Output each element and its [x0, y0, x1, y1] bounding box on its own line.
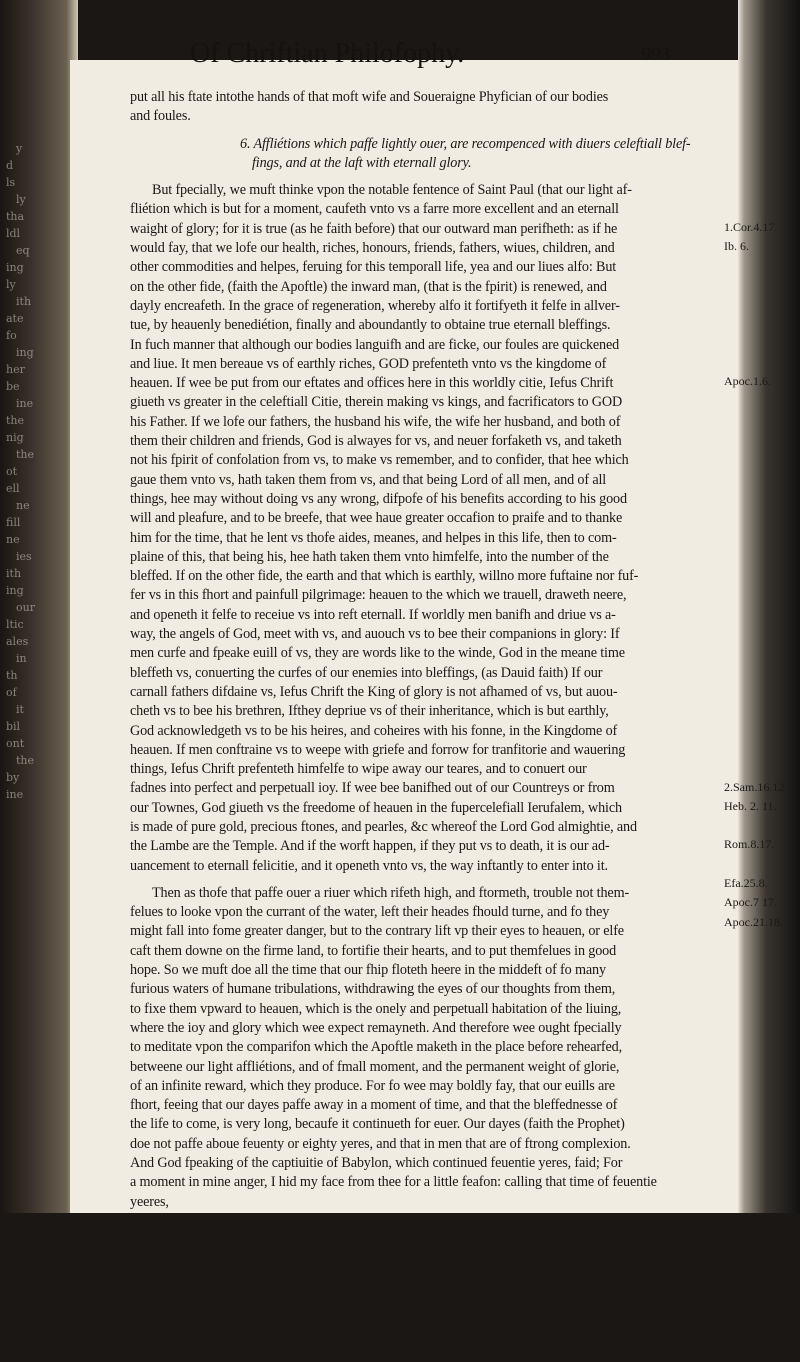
text-line: on the other fide, (faith the Apoftle) the inward man, (that is the fpirit) is renewed, and [130, 278, 607, 295]
bleed-fragment: ls [6, 176, 16, 189]
bleed-fragment: ine [16, 397, 34, 410]
text-line: uancement to eternall felicitie, and it openeth vnto vs, the way inftantly to enter into it. [130, 857, 608, 874]
bleed-fragment: ne [16, 499, 30, 512]
text-line: would fay, that we lofe our health, riches, honours, friends, fathers, wiues, children, and [130, 240, 615, 257]
bleed-fragment: ldl [6, 227, 21, 240]
bleed-fragment: ing [16, 346, 34, 359]
text-line: felues to looke vpon the currant of the water, left their heades fhould turne, and fo they [130, 904, 610, 921]
page-number: 993 [641, 44, 670, 65]
text-line: dayly encreafeth. In the grace of regeneration, whereby alfo it fortifyeth it felfe in allver- [130, 297, 620, 314]
margin-note: Ib. 6. [724, 239, 749, 254]
text-line: doe not paffe aboue feuenty or eighty yeres, and that in men that are of ftrong complexion. [130, 1135, 631, 1152]
text-line: way, the angels of God, meet with vs, and auouch vs to bee their companions in glory: If [130, 626, 620, 643]
bleed-fragment: ies [16, 550, 32, 563]
paragraph-gap [130, 173, 720, 181]
text-line: to meditate vpon the comparifon which the Apoftle maketh in the place before rehearfed, [130, 1039, 622, 1056]
page-header [70, 38, 750, 78]
paragraph-gap [130, 127, 720, 135]
text-line: carnall fathers difdaine vs, Iefus Chrift the King of glory is not afhamed of vs, but auou- [130, 683, 618, 700]
text-line: God acknowledgeth vs to be his heires, and coheires with his fonne, in the Kingdome of [130, 722, 618, 739]
text-line: gaue them vnto vs, hath taken them from vs, and that being Lord of all men, and of all [130, 471, 607, 488]
text-line: fadnes into perfect and perpetuall ioy. If wee bee banifhed out of our Countreys or from [130, 780, 615, 797]
text-line: things, hee may without doing vs any wrong, difpofe of his benefits according to his good [130, 490, 627, 507]
text-line: might fall into fome greater danger, but to the contrary lift vp their eyes to heauen, or elfe [130, 923, 624, 940]
facing-page-bleed-through [0, 0, 58, 1353]
paragraph [130, 181, 720, 876]
bleed-fragment: her [6, 363, 25, 376]
text-line: tue, by heauenly benediétion, finally and aboundantly to obtaine true eternall bleffings. [130, 317, 611, 334]
bleed-fragment: tha [6, 210, 25, 223]
text-line: fer vs in this fhort and painfull pilgrimage: heauen to the which we trauell, draweth neere, [130, 587, 627, 604]
text-line: In fuch manner that although our bodies languifh and are ficke, our foules are quickened [130, 336, 620, 353]
bleed-fragment: ing [6, 261, 24, 274]
text-line: furious waters of humane tribulations, withdrawing the eyes of our thoughts from them, [130, 981, 616, 998]
bleed-fragment: ont [6, 737, 25, 750]
margin-note: Apoc.7 17. [724, 895, 777, 910]
text-line: bleffed. If on the other fide, the earth and that which is earthly, willno more fuftaine nor fuf- [130, 568, 639, 585]
text-line: the life to come, is very long, becaufe it continueth for euer. Our dayes (faith the Prophet) [130, 1116, 625, 1133]
margin-note: Apoc.21.18. [724, 914, 783, 929]
bleed-fragment: fo [6, 329, 17, 342]
margin-note: 1.Cor.4.17. [724, 219, 778, 234]
bleed-fragment: ing [6, 584, 24, 597]
bleed-fragment: the [16, 754, 35, 767]
paragraph [130, 88, 720, 127]
bleed-fragment: fill [6, 516, 21, 529]
bleed-fragment: ith [6, 567, 22, 580]
paragraph-gap [130, 876, 720, 884]
text-line: giueth vs greater in the celeftiall Citie, therein making vs kings, and facrificators to GOD [130, 394, 623, 411]
text-line: And God fpeaking of the captiuitie of Babylon, which continued feuentie yeres, faid; For [130, 1155, 623, 1172]
text-line: and openeth it felfe to receiue vs into reft eternall. If worldly men banifh and driue vs a- [130, 606, 616, 623]
bleed-fragment: ine [6, 788, 24, 801]
text-line: betweene our light affliétions, and of fmall moment, and the permanent weight of glorie, [130, 1058, 620, 1075]
bleed-fragment: ne [6, 533, 20, 546]
bleed-fragment: ell [6, 482, 20, 495]
text-line: our Townes, God giueth vs the freedome of heauen in the fupercelefiall Ierufalem, which [130, 799, 622, 816]
text-line: where the ioy and glory which wee expect remayneth. And therefore wee ought fpecially [130, 1019, 622, 1036]
margin-note: 2.Sam.16.12 [724, 779, 785, 794]
text-line: yeeres, [130, 1193, 169, 1210]
bleed-fragment: in [16, 652, 27, 665]
bleed-fragment: ly [16, 193, 26, 206]
bleed-fragment: ales [6, 635, 29, 648]
text-line: 6. Affliétions which paffe lightly ouer, are recompenced with diuers celeftiall blef- [240, 135, 691, 152]
book-edge-shadow [738, 0, 800, 1213]
text-line: caft them downe on the firme land, to fortifie their hearts, and to put themfelues in good [130, 942, 617, 959]
text-line: hope. So we muft doe all the time that our fhip floteth heere in the middeft of fo many [130, 962, 606, 979]
margin-note: Rom.8.17. [724, 837, 775, 852]
margin-note: Efa.25.8. [724, 876, 768, 890]
text-line: But fpecially, we muft thinke vpon the notable fentence of Saint Paul (that our light af- [152, 182, 632, 199]
text-line: a moment in mine anger, I hid my face from thee for a little feafon: calling that time of feuentie [130, 1174, 657, 1191]
bleed-fragment: the [16, 448, 35, 461]
text-line: put all his ftate intothe hands of that moft wife and Soueraigne Phyfician of our bodies [130, 89, 609, 105]
text-line: fhort, feeing that our dayes paffe away in a moment of time, and that the bleffednesse of [130, 1097, 618, 1114]
text-line: fliétion which is but for a moment, caufeth vnto vs a farre more excellent and an eternall [130, 201, 619, 218]
bleed-fragment: d [6, 159, 14, 172]
running-head: Of Chriftian Philofophy. [190, 38, 465, 69]
text-line: his Father. If we lofe our fathers, the husband his wife, the wife her husband, and both of [130, 413, 621, 430]
bleed-fragment: y [16, 142, 23, 155]
text-line: him for the time, that he lent vs thofe aides, meanes, and helpes in this life, then to com- [130, 529, 617, 546]
text-line: plaine of this, that being his, hee hath taken them vnto himfelfe, into the number of the [130, 548, 609, 565]
text-line: of an infinite reward, which they produce. For fo wee may boldly fay, that our euills are [130, 1077, 615, 1094]
text-line: them their children and friends, God is alwayes for vs, and neuer forfaketh vs, and taketh [130, 433, 622, 450]
text-line: other commodities and helpes, feruing for this temporall life, yea and our liues alfo: But [130, 259, 617, 276]
bleed-fragment: bil [6, 720, 21, 733]
margin-note: Apoc.1.6. [724, 374, 771, 389]
text-line: and foules. [130, 108, 191, 125]
text-line: men curfe and fpeake euill of vs, they are words like to the winde, God in the meane time [130, 645, 625, 662]
text-line: waight of glory; for it is true (as he faith before) that our outward man perifheth: as if he [130, 220, 618, 237]
bleed-fragment: by [6, 771, 20, 784]
text-line: things, Iefus Chrift prefenteth himfelfe to wipe away our teares, and to conuert our [130, 761, 587, 778]
text-line: bleffeth vs, conuerting the curfes of our enemies into bleffings, (as Dauid faith) If our [130, 664, 603, 681]
bleed-fragment: be [6, 380, 20, 393]
text-line: fings, and at the laft with eternall glory. [252, 154, 472, 171]
bleed-fragment: the [6, 414, 25, 427]
bleed-fragment: nig [6, 431, 24, 444]
body-text [130, 88, 720, 1212]
text-line: is made of pure gold, precious ftones, and pearles, &c whereof the Lord God almightie, and [130, 818, 637, 835]
bleed-fragment: our [16, 601, 35, 614]
bleed-fragment: ot [6, 465, 18, 478]
bleed-fragment: ltic [6, 618, 24, 631]
text-line: Then as thofe that paffe ouer a riuer which rifeth high, and ftormeth, trouble not them- [152, 884, 630, 901]
text-line: not his fpirit of confolation from vs, to make vs remember, and to confider, that hee which [130, 452, 629, 469]
text-line: to fixe them vpward to heauen, which is the onely and perpetuall habitation of the liuing, [130, 1000, 622, 1017]
text-line: will and pleafure, and to be breefe, that wee haue greater occafion to praife and to thanke [130, 510, 623, 527]
bleed-fragment: ate [6, 312, 24, 325]
bleed-fragment: ly [6, 278, 16, 291]
text-line: the Lambe are the Temple. And if the worft happen, if they put vs to death, it is our ad- [130, 838, 610, 855]
bleed-fragment: th [6, 669, 18, 682]
text-line: cheth vs to bee his brethren, Ifthey depriue vs of their inheritance, which is but earthly, [130, 703, 609, 720]
bleed-fragment: eq [16, 244, 30, 257]
margin-note: Heb. 2. 11. [724, 798, 777, 813]
margin-note: Efa. 54. 8. [724, 1347, 774, 1362]
section-summary [130, 135, 720, 174]
bleed-fragment: of [6, 686, 17, 699]
text-line: heauen. If wee be put from our eftates and offices here in this worldly citie, Iefus Chrift [130, 375, 614, 392]
text-line: and liue. It men bereaue vs of earthly riches, GOD prefenteth vnto vs the kingdome of [130, 355, 607, 372]
bleed-fragment: ith [16, 295, 32, 308]
paragraph [130, 884, 720, 1212]
margin-note: Pfal.90. 10. [724, 1308, 780, 1323]
bleed-fragment: it [16, 703, 24, 716]
text-line: heauen. If men conftraine vs to weepe with griefe and forrow for tranfitorie and wauering [130, 741, 626, 758]
